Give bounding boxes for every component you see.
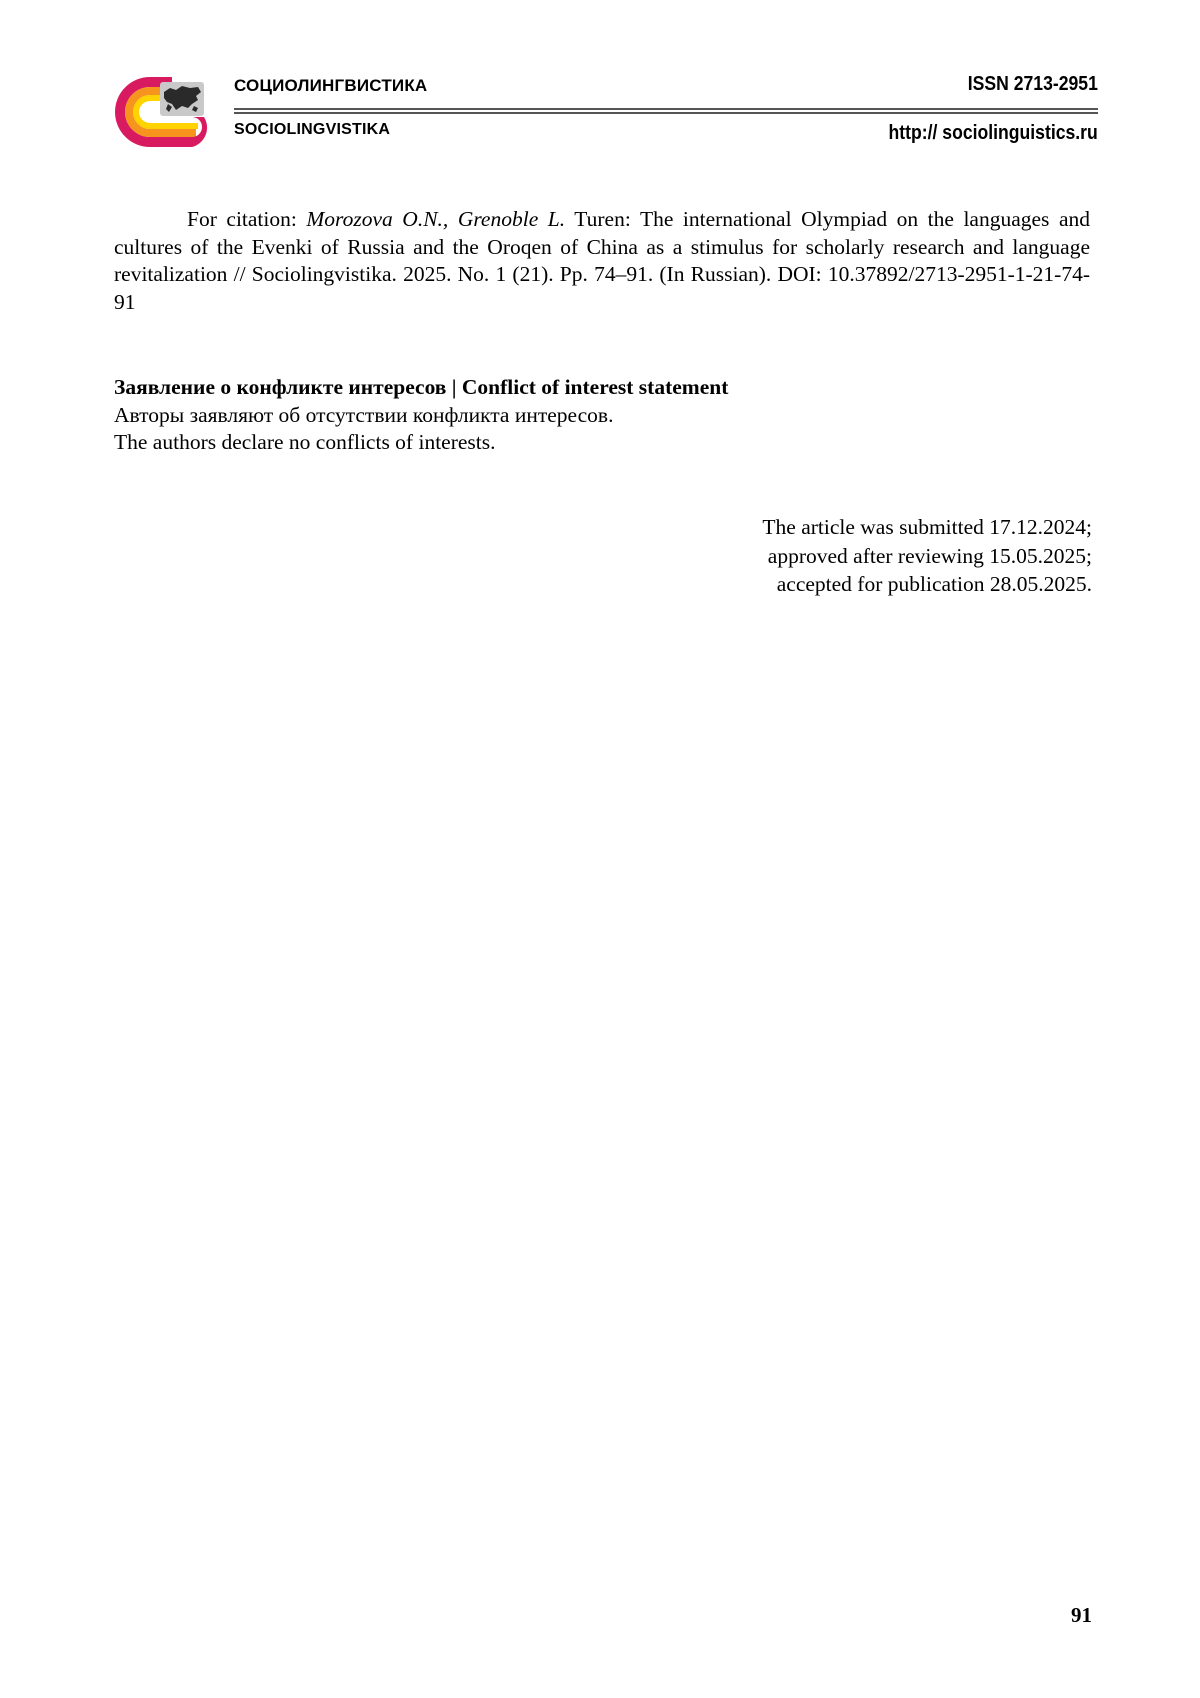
journal-website: http:// sociolinguistics.ru <box>888 122 1098 144</box>
journal-logo <box>112 74 214 150</box>
date-submitted: The article was submitted 17.12.2024; <box>762 515 1092 539</box>
citation-authors: Morozova O.N., Grenoble L. <box>306 207 566 231</box>
date-accepted: accepted for publication 28.05.2025. <box>776 572 1092 596</box>
conflict-of-interest-text-en: The authors declare no conflicts of interests. <box>114 430 496 454</box>
journal-title-russian: СОЦИОЛИНГВИСТИКА <box>234 76 428 95</box>
citation-paragraph <box>114 206 1090 316</box>
header-rule-top <box>234 108 1098 110</box>
article-dates <box>762 513 1092 599</box>
citation-prefix: For citation: <box>187 207 307 231</box>
header-rule-bottom <box>234 112 1098 114</box>
conflict-of-interest-text-ru: Авторы заявляют об отсутствии конфликта интересов. <box>114 402 614 427</box>
issn-number: ISSN 2713-2951 <box>967 73 1098 95</box>
citation-text: Turen: The international Olympiad on the languages and cultures of the Evenki of Russia and the Oroqen of China as a stimulus for scholarly research and language revitalization // Sociolingvistika. 2025. No. 1 (21). Pp. 74–91. (In Russian). DOI: 10.37892/2713-2951-1-21-74-91 <box>114 207 1090 314</box>
date-approved: approved after reviewing 15.05.2025; <box>767 543 1092 568</box>
conflict-of-interest-section <box>114 374 1090 457</box>
conflict-of-interest-heading: Заявление о конфликте интересов | Conflict of interest statement <box>114 375 729 399</box>
journal-title-english: SOCIOLINGVISTIKA <box>234 121 391 138</box>
page-number: 91 <box>1071 1603 1092 1627</box>
